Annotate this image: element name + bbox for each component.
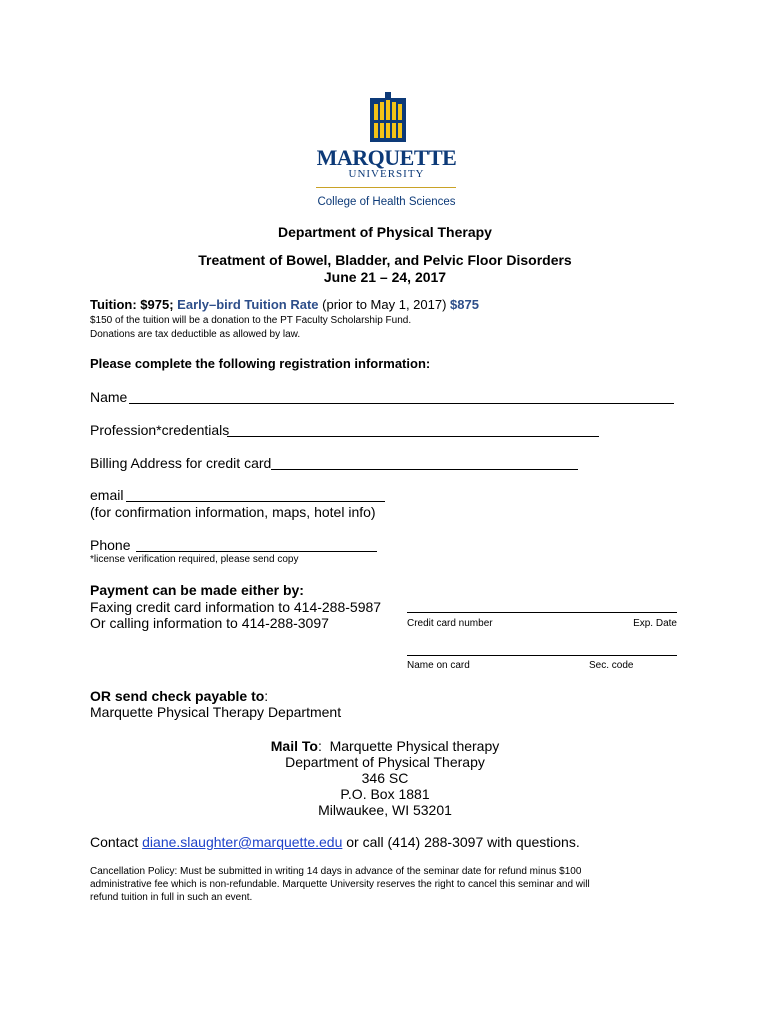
license-note: *license verification required, please send copy <box>90 554 299 565</box>
department-title: Department of Physical Therapy <box>278 224 492 240</box>
fax-line: Faxing credit card information to 414-288-5987 <box>90 599 382 615</box>
tuition-label: Tuition: $975; <box>90 297 174 312</box>
phone-label: Phone <box>90 537 131 553</box>
early-bird-price: $875 <box>450 297 479 312</box>
contact-suffix: or call (414) 288-3097 with questions. <box>346 834 580 850</box>
mail-line-3: 346 SC <box>361 770 409 786</box>
name-on-card-label: Name on card <box>407 660 470 671</box>
cancellation-line-3: refund tuition in full in such an event. <box>90 892 253 903</box>
mail-to-colon: : <box>317 738 322 754</box>
logo-university: UNIVERSITY <box>348 168 425 180</box>
donation-note: $150 of the tuition will be a donation to the PT Faculty Scholarship Fund. <box>90 315 412 326</box>
check-colon: : <box>264 688 269 704</box>
contact-email-link[interactable]: diane.slaughter@marquette.edu <box>142 834 343 850</box>
tower-icon <box>370 92 406 142</box>
marquette-logo <box>314 92 459 214</box>
check-payee: Marquette Physical Therapy Department <box>90 704 342 720</box>
card-number-label: Credit card number <box>407 618 493 629</box>
email-field[interactable] <box>126 501 385 502</box>
contact-line <box>90 834 580 850</box>
check-heading-line <box>90 688 268 704</box>
sec-code-label: Sec. code <box>589 660 634 671</box>
course-dates: June 21 – 24, 2017 <box>323 269 447 285</box>
cancellation-line-1: Cancellation Policy: Must be submitted in writing 14 days in advance of the seminar date for refund minus $100 <box>90 866 582 877</box>
mail-line-4: P.O. Box 1881 <box>340 786 430 802</box>
course-title: Treatment of Bowel, Bladder, and Pelvic Floor Disorders <box>198 252 572 268</box>
mail-line-1: Marquette Physical therapy <box>329 738 500 754</box>
name-on-card-field[interactable] <box>407 655 677 656</box>
logo-college: College of Health Sciences <box>317 196 456 208</box>
exp-date-label: Exp. Date <box>633 618 677 629</box>
contact-prefix: Contact <box>90 834 139 850</box>
early-bird-label: Early–bird Tuition Rate <box>177 297 319 312</box>
card-number-field[interactable] <box>407 612 677 613</box>
call-line: Or calling information to 414-288-3097 <box>90 615 329 631</box>
mail-line-5: Milwaukee, WI 53201 <box>318 802 452 818</box>
registration-heading: Please complete the following registration information: <box>90 356 431 371</box>
name-field[interactable] <box>129 403 674 404</box>
phone-field[interactable] <box>136 551 377 552</box>
mail-line-2: Department of Physical Therapy <box>285 754 485 770</box>
mail-to-label: Mail To <box>270 738 318 754</box>
profession-label: Profession*credentials <box>90 422 230 438</box>
logo-wordmark: MARQUETTE <box>316 145 457 170</box>
name-label: Name <box>90 389 128 405</box>
email-label: email <box>90 487 124 503</box>
logo-divider <box>316 187 456 188</box>
email-note: (for confirmation information, maps, hotel info) <box>90 504 376 520</box>
cancellation-line-2: administrative fee which is non-refundable. Marquette University reserves the right to cancel this seminar and will <box>90 879 590 890</box>
billing-address-label: Billing Address for credit card <box>90 455 272 471</box>
tax-note: Donations are tax deductible as allowed by law. <box>90 329 301 340</box>
early-bird-note: (prior to May 1, 2017) <box>322 297 447 312</box>
payment-heading: Payment can be made either by: <box>90 582 304 598</box>
tuition-line <box>90 297 479 312</box>
mail-to-line <box>0 738 770 754</box>
billing-address-field[interactable] <box>271 469 578 470</box>
check-heading: OR send check payable to <box>90 688 265 704</box>
profession-field[interactable] <box>227 436 599 437</box>
